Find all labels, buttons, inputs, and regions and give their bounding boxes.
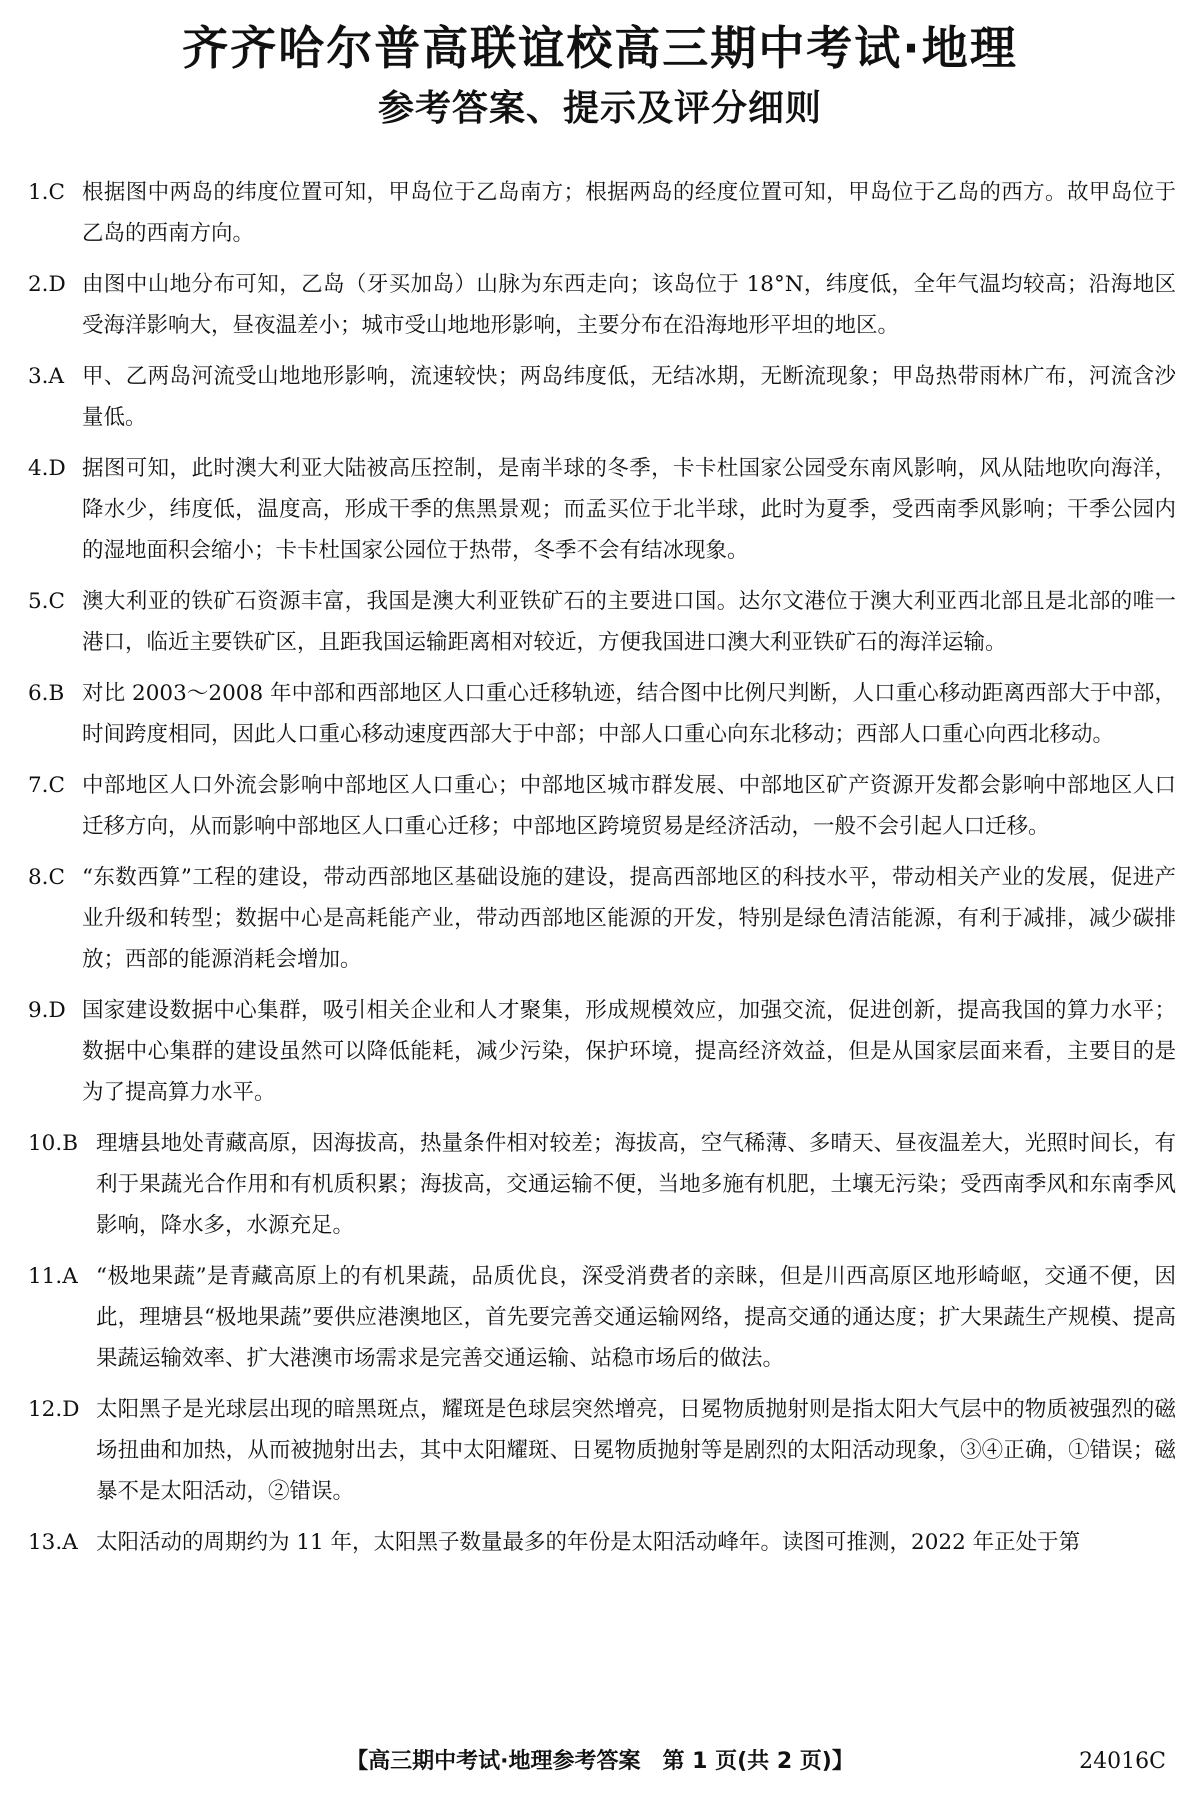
answer-text: 理塘县地处青藏高原，因海拔高，热量条件相对较差；海拔高，空气稀薄、多晴天、昼夜温差大，光照时间长，有利于果蔬光合作用和有机质积累；海拔高，交通运输不便，当地多施有机肥，土壤无污染；受西南季风和东南季风影响，降水多，水源充足。 (96, 1131, 1176, 1238)
answer-text: 甲、乙两岛河流受山地地形影响，流速较快；两岛纬度低，无结冰期，无断流现象；甲岛热带雨林广布，河流含沙量低。 (82, 364, 1176, 430)
answer-text: “东数西算”工程的建设，带动西部地区基础设施的建设，提高西部地区的科技水平，带动相关产业的发展，促进产业升级和转型；数据中心是高耗能产业，带动西部地区能源的开发，特别是绿色清洁能源，有利于减排，减少碳排放；西部的能源消耗会增加。 (82, 865, 1176, 972)
footer-code: 24016C (1079, 1749, 1166, 1774)
answer-text: 对比 2003～2008 年中部和西部地区人口重心迁移轨迹，结合图中比例尺判断，人口重心移动距离西部大于中部，时间跨度相同，因此人口重心移动速度西部大于中部；中部人口重心向东北移动；西部人口重心向西北移动。 (82, 681, 1176, 747)
answer-text: 中部地区人口外流会影响中部地区人口重心；中部地区城市群发展、中部地区矿产资源开发都会影响中部地区人口迁移方向，从而影响中部地区人口重心迁移；中部地区跨境贸易是经济活动，一般不会引起人口迁移。 (82, 773, 1176, 839)
answer-text: 据图可知，此时澳大利亚大陆被高压控制，是南半球的冬季，卡卡杜国家公园受东南风影响，风从陆地吹向海洋，降水少，纬度低，温度高，形成干季的焦黑景观；而孟买位于北半球，此时为夏季，受西南季风影响；干季公园内的湿地面积会缩小；卡卡杜国家公园位于热带，冬季不会有结冰现象。 (82, 456, 1176, 563)
answer-number: 8.C (28, 865, 65, 890)
footer-page-info: 【高三期中考试·地理参考答案 第 1 页(共 2 页)】 (346, 1749, 854, 1774)
answer-text: 由图中山地分布可知，乙岛（牙买加岛）山脉为东西走向；该岛位于 18°N，纬度低，全年气温均较高；沿海地区受海洋影响大，昼夜温差小；城市受山地地形影响，主要分布在沿海地形平坦的地区。 (82, 272, 1176, 338)
answer-number: 10.B (28, 1131, 78, 1156)
answer-text: 根据图中两岛的纬度位置可知，甲岛位于乙岛南方；根据两岛的经度位置可知，甲岛位于乙岛的西方。故甲岛位于乙岛的西南方向。 (82, 180, 1176, 246)
answer-list (28, 172, 1176, 1573)
answer-text: 太阳黑子是光球层出现的暗黑斑点，耀斑是色球层突然增亮，日冕物质抛射则是指太阳大气层中的物质被强烈的磁场扭曲和加热，从而被抛射出去，其中太阳耀斑、日冕物质抛射等是剧烈的太阳活动现象，③④正确，①错误；磁暴不是太阳活动，②错误。 (96, 1397, 1176, 1504)
answer-number: 1.C (28, 180, 65, 205)
answer-number: 13.A (28, 1530, 78, 1555)
page-footer (0, 1742, 1200, 1782)
answer-number: 12.D (28, 1397, 80, 1422)
answer-item-3 (28, 356, 1176, 438)
answer-item-5 (28, 581, 1176, 663)
answer-number: 6.B (28, 681, 65, 706)
page-subtitle: 参考答案、提示及评分细则 (377, 88, 822, 129)
answer-item-9 (28, 990, 1176, 1113)
answer-text: 国家建设数据中心集群，吸引相关企业和人才聚集，形成规模效应，加强交流，促进创新，提高我国的算力水平；数据中心集群的建设虽然可以降低能耗，减少污染，保护环境，提高经济效益，但是从国家层面来看，主要目的是为了提高算力水平。 (82, 998, 1176, 1105)
answer-number: 3.A (28, 364, 65, 389)
answer-item-10 (28, 1123, 1176, 1246)
answer-item-1 (28, 172, 1176, 254)
answer-number: 11.A (28, 1264, 78, 1289)
answer-number: 2.D (28, 272, 66, 297)
answer-text: 澳大利亚的铁矿石资源丰富，我国是澳大利亚铁矿石的主要进口国。达尔文港位于澳大利亚西北部且是北部的唯一港口，临近主要铁矿区，且距我国运输距离相对较近，方便我国进口澳大利亚铁矿石的海洋运输。 (82, 589, 1176, 655)
answer-number: 5.C (28, 589, 65, 614)
answer-item-13 (28, 1522, 1176, 1563)
answer-text: 太阳活动的周期约为 11 年，太阳黑子数量最多的年份是太阳活动峰年。读图可推测，2022 年正处于第 (96, 1530, 1081, 1555)
answer-number: 9.D (28, 998, 66, 1023)
answer-item-7 (28, 765, 1176, 847)
answer-item-8 (28, 857, 1176, 980)
answer-text: “极地果蔬”是青藏高原上的有机果蔬，品质优良，深受消费者的亲睐，但是川西高原区地形崎岖，交通不便，因此，理塘县“极地果蔬”要供应港澳地区，首先要完善交通运输网络，提高交通的通达度；扩大果蔬生产规模、提高果蔬运输效率、扩大港澳市场需求是完善交通运输、站稳市场后的做法。 (96, 1264, 1176, 1371)
answer-item-6 (28, 673, 1176, 755)
page-title: 齐齐哈尔普高联谊校高三期中考试·地理 (182, 21, 1018, 75)
answer-number: 4.D (28, 456, 66, 481)
answer-item-12 (28, 1389, 1176, 1512)
answer-number: 7.C (28, 773, 65, 798)
answer-item-4 (28, 448, 1176, 571)
answer-item-2 (28, 264, 1176, 346)
answer-item-11 (28, 1256, 1176, 1379)
